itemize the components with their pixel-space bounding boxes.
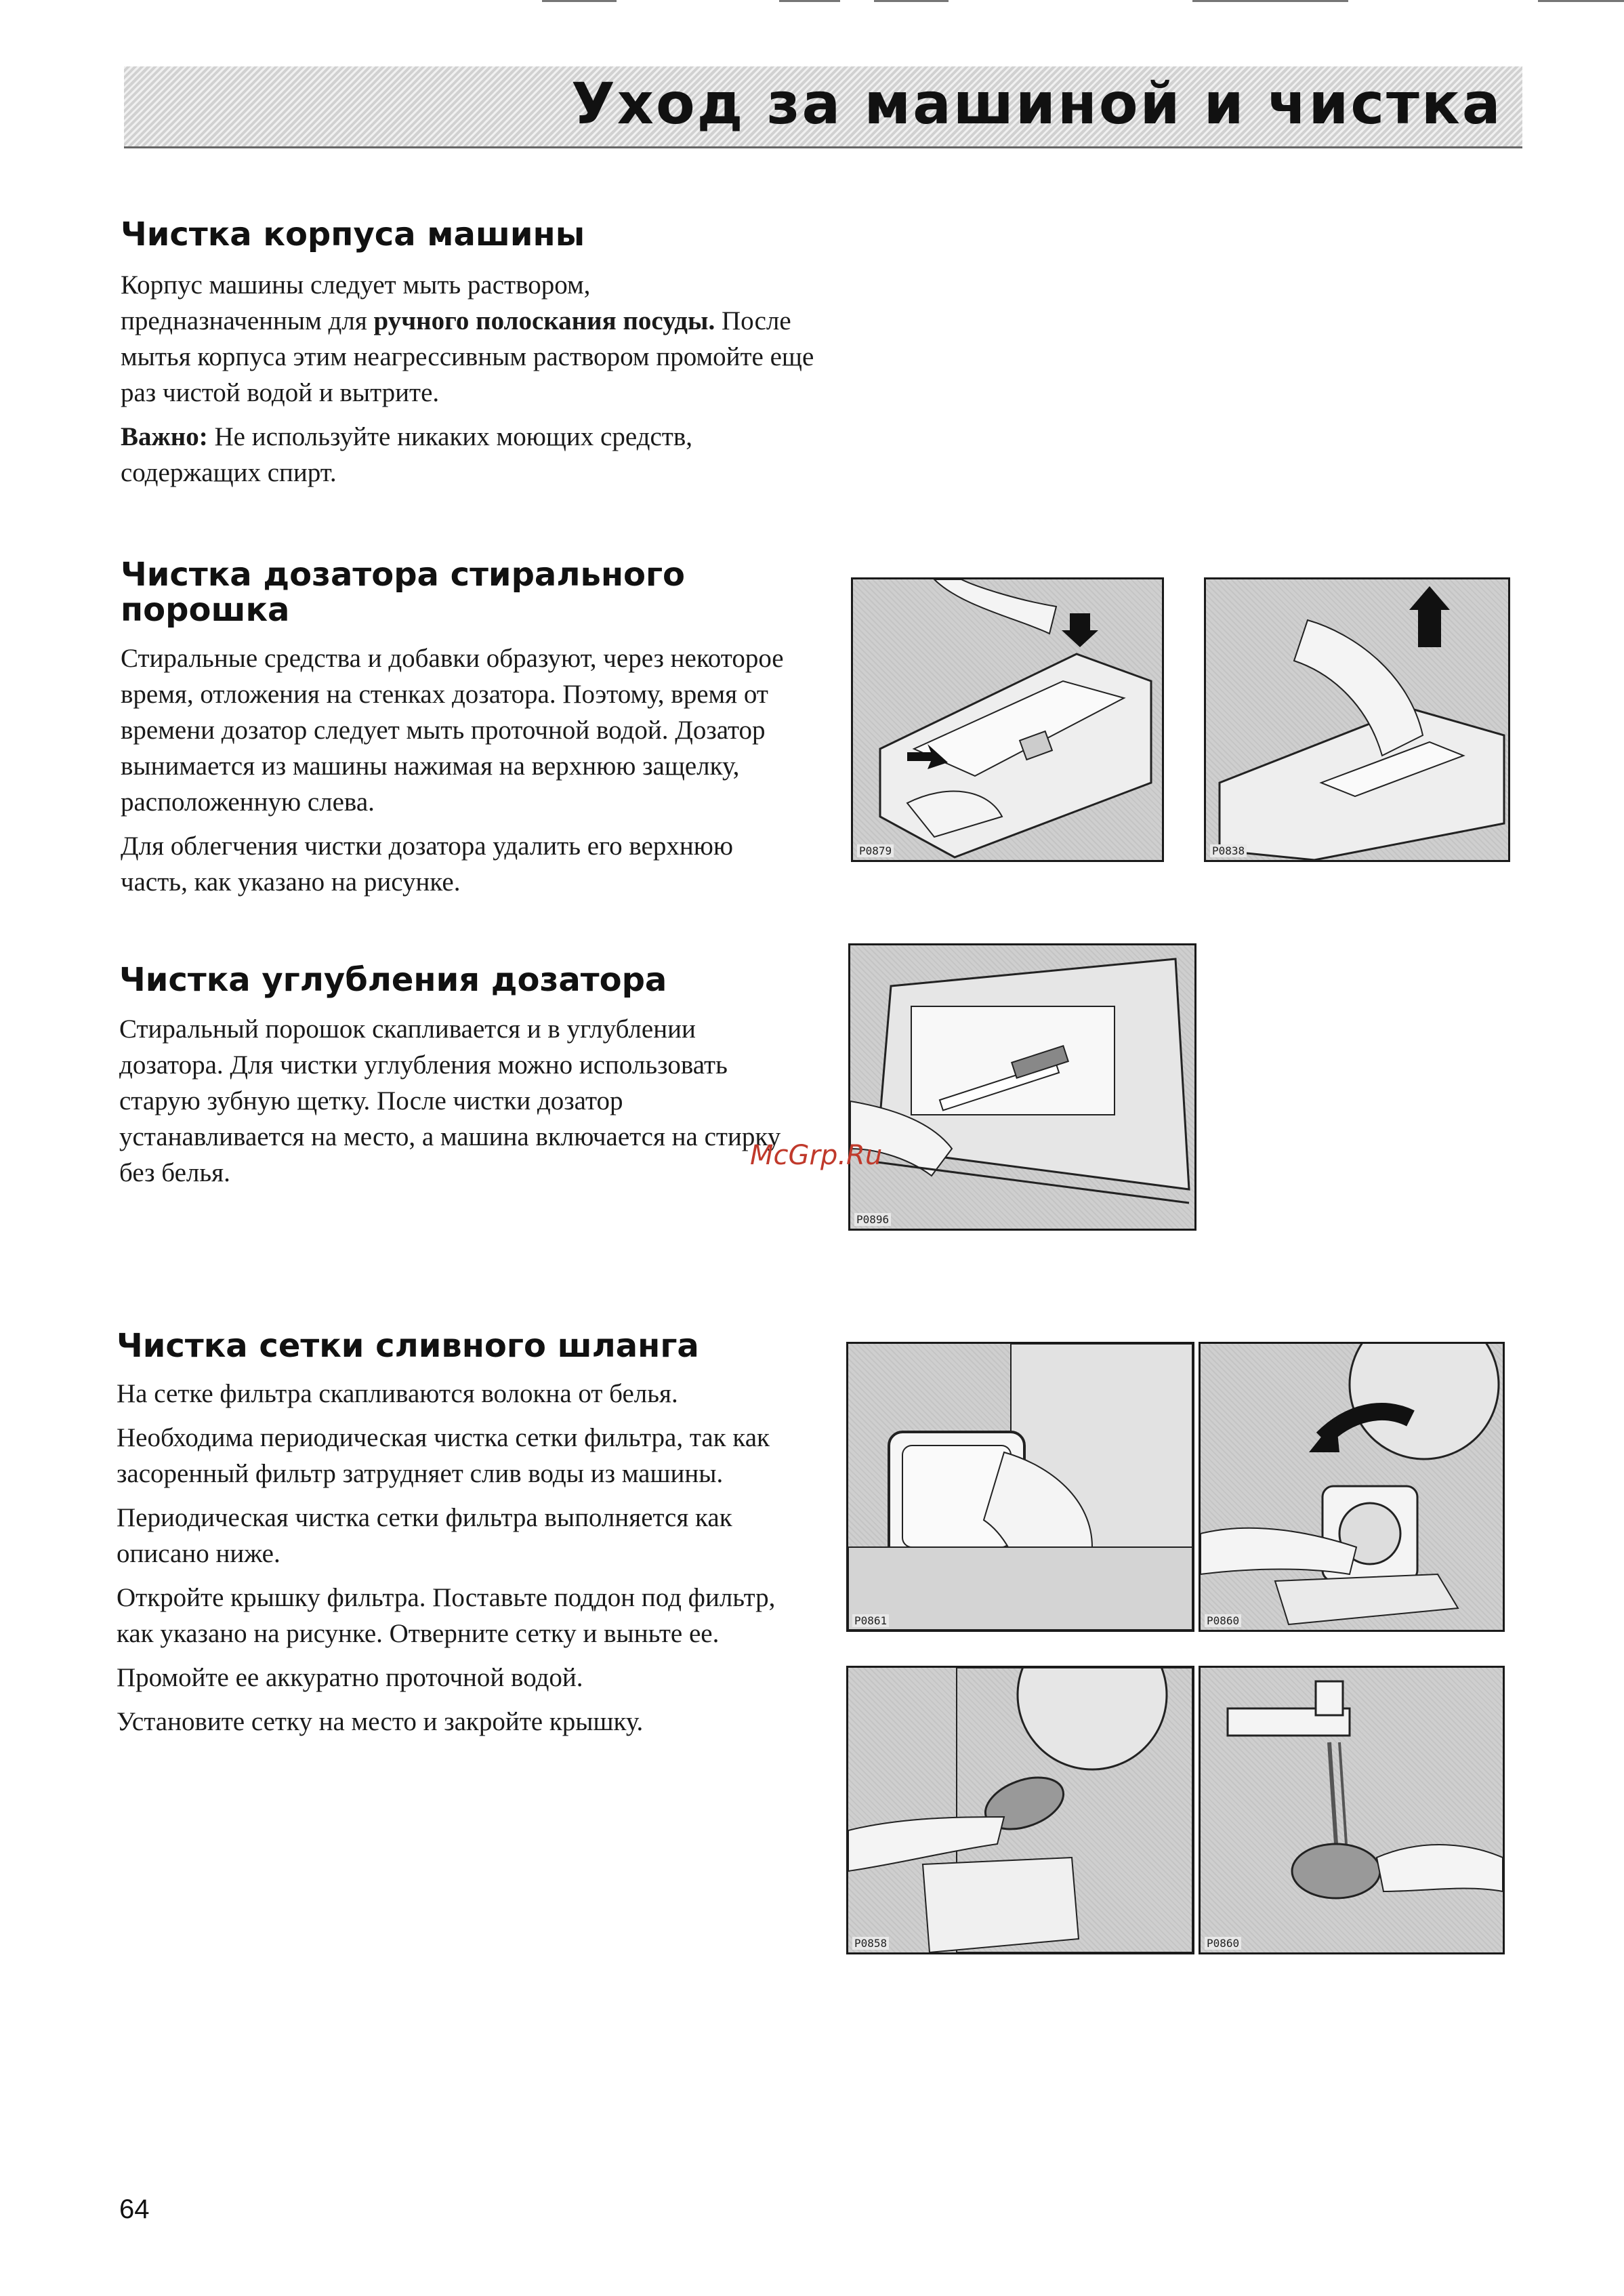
page-number: 64 [119,2194,150,2224]
top-rule [1538,0,1624,2]
paragraph: Для облегчения чистки дозатора удалить его верхнюю часть, как указано на рисунке. [121,832,733,897]
figure-code: P0879 [857,844,894,857]
figure-filter-cover-open [846,1342,1194,1632]
filter-cover-illustration [848,1344,1192,1630]
section-text-body-cleaning [121,267,818,499]
bold-text: ручного полоскания посуды. [373,306,715,335]
paragraph: Необходима периодическая чистка сетки фильтра, так как засоренный фильтр затрудняет слив воды из машины. [117,1423,770,1488]
figure-code: P0861 [852,1614,889,1627]
watermark: McGrp.Ru [750,1140,883,1171]
section-heading-dispenser: Чистка дозатора стирального порошка [121,556,686,629]
page-title: Уход за машиной и чистка [571,70,1503,137]
paragraph: На сетке фильтра скапливаются волокна от белья. [117,1379,678,1408]
figure-code: P0896 [854,1213,891,1226]
dispenser-top-illustration [1206,579,1508,860]
important-label: Важно: [121,422,208,451]
figure-code: P0860 [1205,1937,1241,1950]
top-rule [542,0,617,2]
paragraph: Стиральный порошок скапливается и в углублении дозатора. Для чистки углубления можно использовать старую зубную щетку. После чистки дозатор устанавливается на место, а машина включается на стирку без белья. [119,1014,781,1187]
text-run: Не используйте никаких моющих средств, содержащих спирт. [121,422,692,487]
section-text-recess [119,1011,797,1199]
filter-unscrew-illustration [1201,1344,1503,1630]
paragraph: Установите сетку на место и закройте крышку. [117,1707,644,1736]
top-rule [874,0,949,2]
dispenser-drawer-illustration [853,579,1162,860]
section-text-filter [117,1376,794,1748]
figure-recess-brush [848,943,1196,1231]
figure-filter-remove [846,1666,1194,1954]
text-run: Корпус машины следует мыть раствором, [121,270,591,300]
paragraph: Стиральные средства и добавки образуют, через некоторое время, отложения на стенках дозатора. Поэтому, время от времени дозатор следует мыть проточной водой. Дозатор вынимается из машины нажимая на верхнюю защелку, расположенную слева. [121,644,784,817]
figure-dispenser-top-lift [1204,577,1510,862]
figure-filter-rinse [1199,1666,1505,1954]
figure-code: P0858 [852,1937,889,1950]
top-rule [779,0,840,2]
paragraph: Периодическая чистка сетки фильтра выполняется как описано ниже. [117,1503,732,1568]
section-heading-filter: Чистка сетки сливного шланга [117,1327,699,1365]
text-run: предназначенным для [121,306,374,335]
recess-brush-illustration [850,945,1194,1229]
section-text-dispenser [121,640,798,908]
paragraph: Откройте крышку фильтра. Поставьте поддон под фильтр, как указано на рисунке. Отверните сетку и выньте ее. [117,1583,776,1648]
figure-code: P0838 [1210,844,1247,857]
figure-code: P0860 [1205,1614,1241,1627]
section-heading-body-cleaning: Чистка корпуса машины [121,216,585,253]
text-run: После мытья корпуса этим неагрессивным раствором промойте еще раз чистой водой и вытрите. [121,306,814,407]
section-heading-recess: Чистка углубления дозатора [119,961,667,999]
figure-dispenser-removal [851,577,1164,862]
paragraph [121,267,818,411]
paragraph: Промойте ее аккуратно проточной водой. [117,1663,583,1692]
paragraph [121,419,818,491]
figure-filter-unscrew [1199,1342,1505,1632]
filter-rinse-illustration [1201,1668,1503,1952]
filter-remove-illustration [848,1668,1192,1952]
top-rule [1192,0,1348,2]
title-banner [124,66,1522,148]
